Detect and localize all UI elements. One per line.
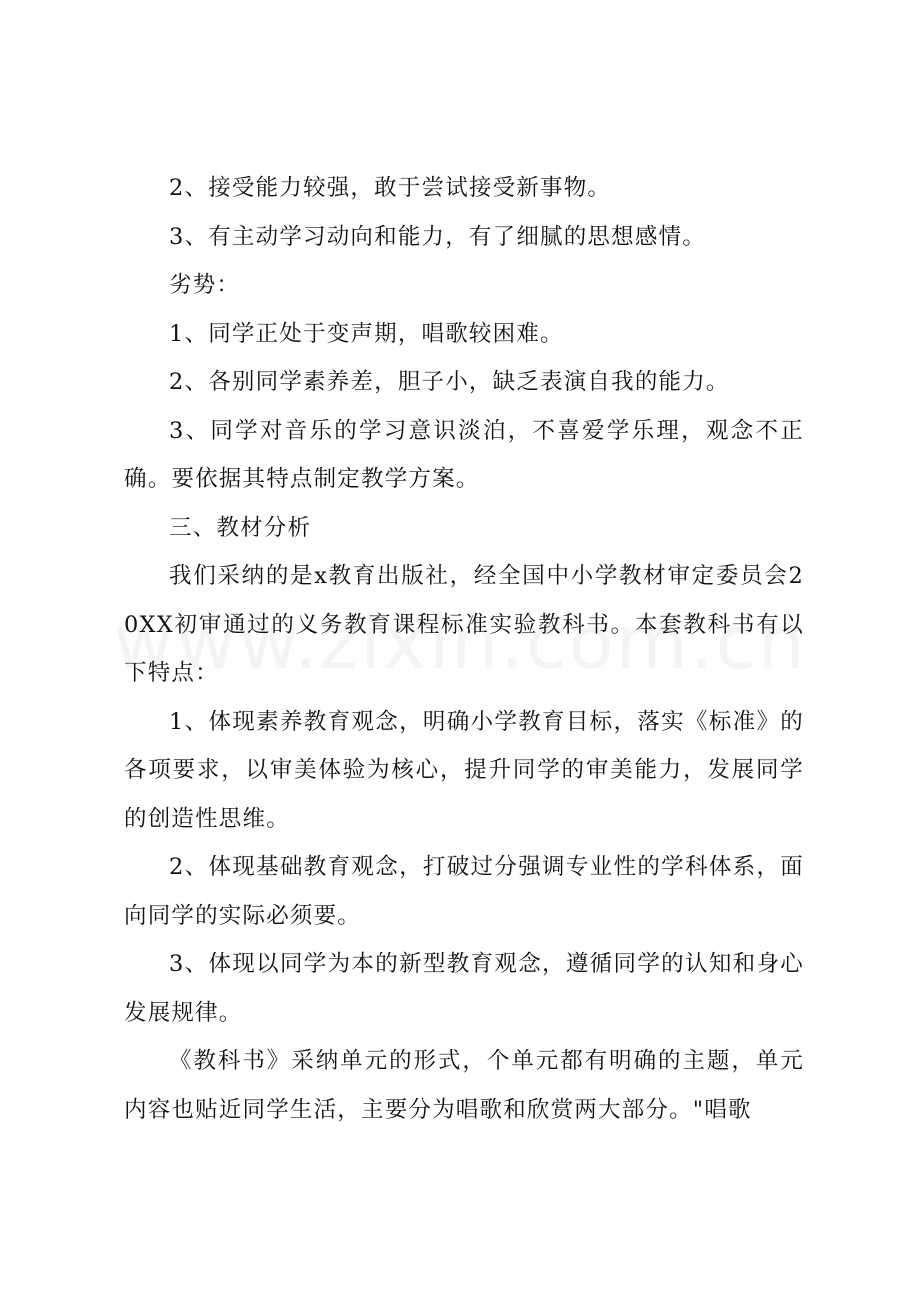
paragraph-strength-2: 2、接受能力较强，敢于尝试接受新事物。 bbox=[169, 175, 612, 201]
heading-weakness: 劣势： bbox=[169, 272, 241, 298]
paragraph-weakness-3: 3、同学对音乐的学习意识淡泊，不喜爱学乐理，观念不正确。要依据其特点制定教学方案。 bbox=[124, 417, 804, 492]
section-heading-textbook-analysis: 三、教材分析 bbox=[169, 514, 312, 541]
paragraph-weakness-2: 2、各别同学素养差，胆子小，缺乏表演自我的能力。 bbox=[169, 369, 730, 395]
paragraph-strength-3: 3、有主动学习动向和能力，有了细腻的思想感情。 bbox=[169, 223, 706, 250]
paragraph-feature-2: 2、体现基础教育观念，打破过分强调专业性的学科体系，面向同学的实际必须要。 bbox=[124, 854, 804, 929]
paragraph-feature-3: 3、体现以同学为本的新型教育观念，遵循同学的认知和身心发展规律。 bbox=[124, 951, 804, 1026]
paragraph-feature-1: 1、体现素养教育观念，明确小学教育目标，落实《标准》的各项要求，以审美体验为核心，提升同学的审美能力，发展同学的创造性思维。 bbox=[124, 708, 804, 832]
document-body bbox=[124, 164, 804, 1134]
paragraph-textbook-intro: 我们采纳的是x教育出版社，经全国中小学教材审定委员会20XX初审通过的义务教育课程标准实验教科书。本套教科书有以下特点： bbox=[124, 563, 804, 686]
paragraph-textbook-units: 《教科书》采纳单元的形式，个单元都有明确的主题，单元内容也贴近同学生活，主要分为唱歌和欣赏两大部分。"唱歌 bbox=[124, 1048, 804, 1123]
paragraph-weakness-1: 1、同学正处于变声期，唱歌较困难。 bbox=[169, 320, 564, 347]
